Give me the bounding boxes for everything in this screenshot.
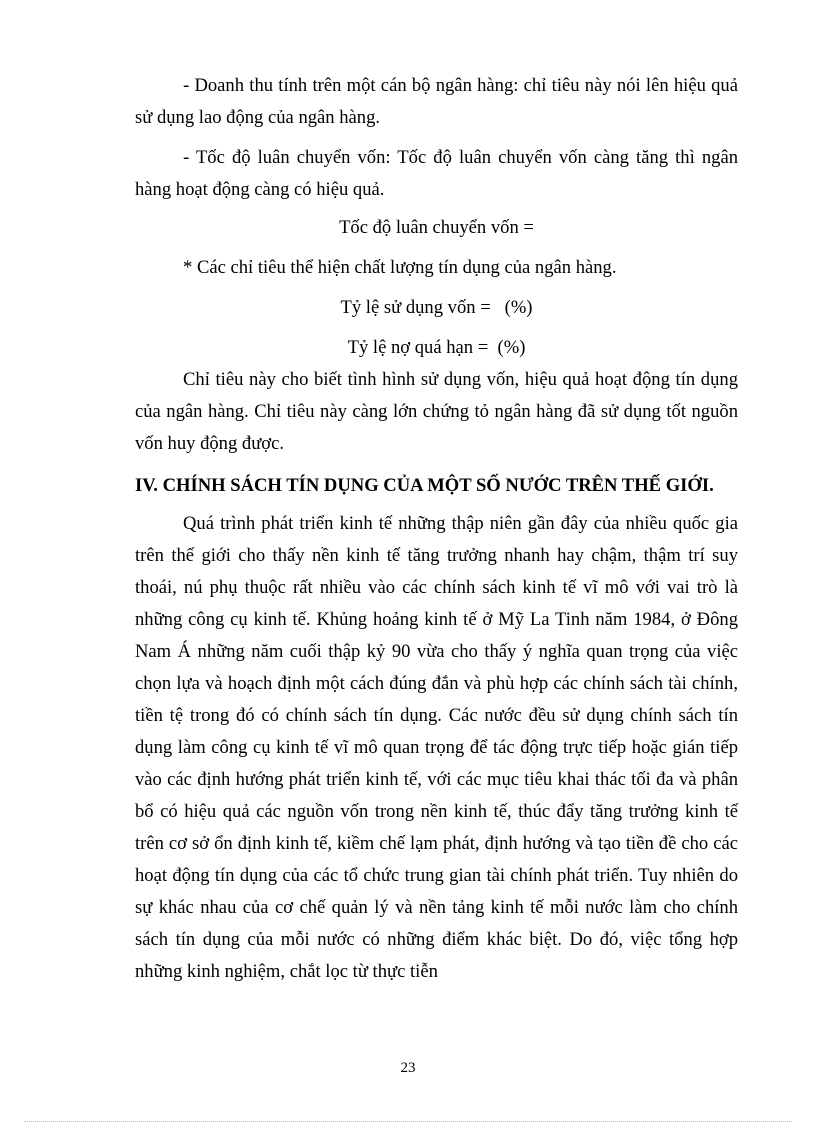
page-content: [135, 70, 738, 988]
paragraph-indicator-explanation: Chỉ tiêu này cho biết tình hình sử dụng vốn, hiệu quả hoạt động tín dụng của ngân hàng. Chỉ tiêu này càng lớn chứng tỏ ngân hàng đã sử dụng tốt nguồn vốn huy động được.: [135, 369, 738, 454]
paragraph-revenue-per-staff: - Doanh thu tính trên một cán bộ ngân hàng: chỉ tiêu này nói lên hiệu quả sử dụng lao động của ngân hàng.: [135, 75, 738, 128]
page-number: 23: [400, 1060, 416, 1076]
paragraph-capital-turnover: - Tốc độ luân chuyển vốn: Tốc độ luân chuyển vốn càng tăng thì ngân hàng hoạt động càng có hiệu quả.: [135, 147, 738, 200]
section-heading: IV. CHÍNH SÁCH TÍN DỤNG CỦA MỘT SỐ NƯỚC TRÊN THẾ GIỚI.: [135, 475, 714, 496]
paragraph-credit-quality-title: * Các chỉ tiêu thể hiện chất lượng tín dụng của ngân hàng.: [183, 257, 617, 278]
formula-capital-turnover: Tốc độ luân chuyển vốn =: [339, 217, 534, 238]
footer-divider: [24, 1121, 792, 1122]
formula-overdue-debt-ratio: Tỷ lệ nợ quá hạn = (%): [347, 337, 526, 358]
paragraph-section-body: Quá trình phát triển kinh tế những thập niên gần đây của nhiều quốc gia trên thế giới cho thấy nền kinh tế tăng trưởng nhanh hay chậm, thậm trí suy thoái, nú phụ thuộc rất nhiều vào các chính sách kinh tế vĩ mô với vai trò là những công cụ kinh tế. Khủng hoảng kinh tế ở Mỹ La Tinh năm 1984, ở Đông Nam Á những năm cuối thập kỷ 90 vừa cho thấy ý nghĩa quan trọng của việc chọn lựa và hoạch định một cách đúng đắn và phù hợp các chính sách tài chính, tiền tệ trong đó có chính sách tín dụng. Các nước đều sử dụng chính sách tín dụng làm công cụ kinh tế vĩ mô quan trọng để tác động trực tiếp hoặc gián tiếp vào các định hướng phát triển kinh tế, với các mục tiêu khai thác tối đa và phân bổ có hiệu quả các nguồn vốn trong nền kinh tế, thúc đẩy tăng trưởng kinh tế trên cơ sở ổn định kinh tế, kiềm chế lạm phát, định hướng và tạo tiền đề cho các hoạt động tín dụng của các tổ chức trung gian tài chính phát triển. Tuy nhiên do sự khác nhau của cơ chế quản lý và nền tảng kinh tế mỗi nước làm cho chính sách tín dụng của mỗi nước có những điểm khác biệt. Do đó, việc tổng hợp những kinh nghiệm, chắt lọc từ thực tiễn: [135, 513, 738, 982]
formula-capital-use-ratio: Tỷ lệ sử dụng vốn = (%): [340, 297, 533, 318]
